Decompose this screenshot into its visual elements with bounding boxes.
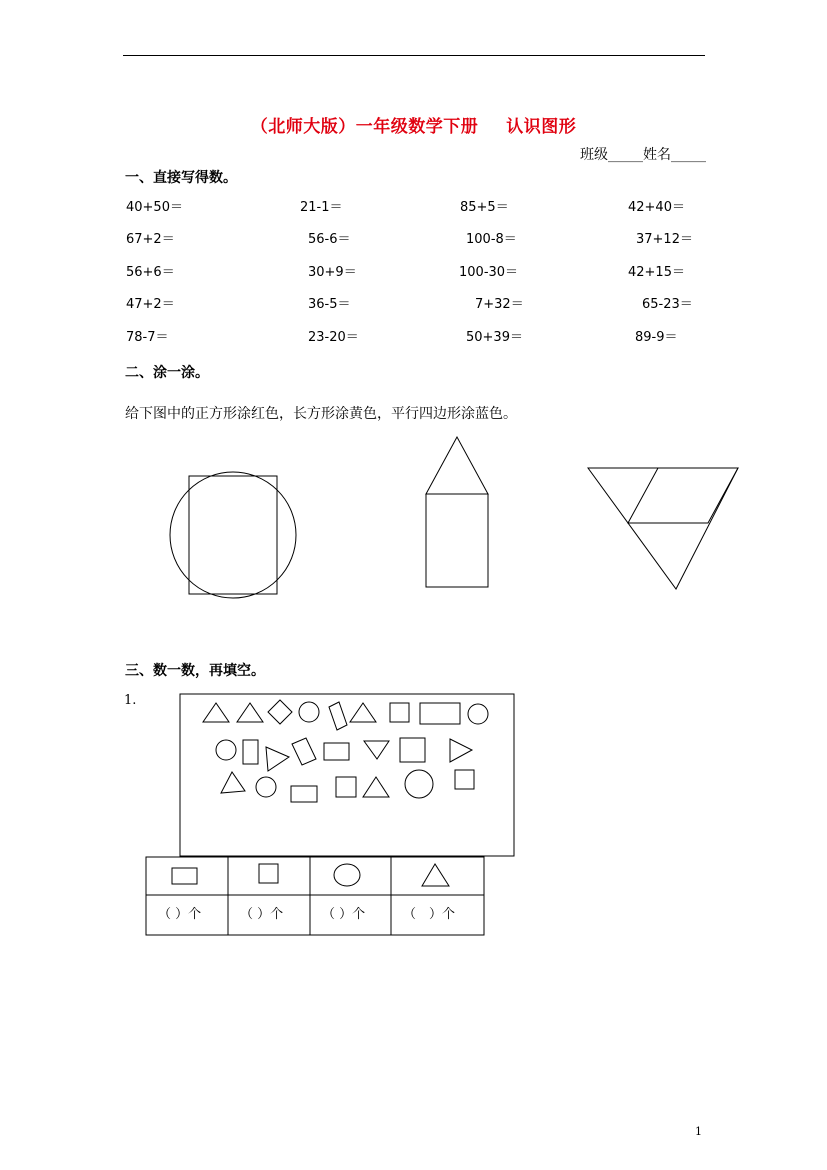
coloring-instruction: 给下图中的正方形涂红色，长方形涂黄色，平行四边形涂蓝色。	[125, 406, 517, 422]
calc-item: 89-9＝	[635, 330, 678, 345]
square-icon	[400, 738, 425, 762]
triangle-icon	[237, 703, 263, 722]
calc-item: 78-7＝	[126, 330, 169, 345]
rectangle-icon	[243, 740, 258, 764]
circle-icon	[299, 702, 319, 722]
rectangle-icon	[291, 786, 317, 802]
calc-item: 30+9＝	[308, 265, 357, 280]
circle-icon	[256, 777, 276, 797]
calc-item: 40+50＝	[126, 200, 183, 215]
square-icon	[336, 777, 356, 797]
title-part1: （北师大版）一年级数学下册	[250, 117, 479, 137]
calc-item: 65-23＝	[642, 297, 693, 312]
calc-item: 36-5＝	[308, 297, 351, 312]
page-number: 1	[695, 1125, 702, 1138]
square-icon	[455, 770, 474, 789]
house-figure	[426, 437, 488, 587]
triangle-icon	[364, 741, 389, 759]
parallelogram-shape	[628, 468, 738, 523]
question-number: 1.	[124, 693, 137, 708]
table-triangle-icon	[422, 864, 449, 886]
circle-icon	[468, 704, 488, 724]
square-icon	[390, 703, 409, 722]
table-square-icon	[259, 864, 278, 883]
answer-cell-circle[interactable]: （ ）个	[322, 907, 366, 922]
calc-item: 7+32＝	[475, 297, 524, 312]
calc-item: 50+39＝	[466, 330, 523, 345]
title-part2: 认识图形	[506, 117, 577, 137]
answer-cell-rectangle[interactable]: （ ）个	[158, 907, 202, 922]
triangle-icon	[450, 739, 472, 762]
triangle-icon	[266, 747, 289, 771]
triangle-icon	[203, 703, 229, 722]
calc-item: 100-8＝	[466, 232, 517, 247]
calc-item: 42+40＝	[628, 200, 685, 215]
triangle-icon	[350, 703, 376, 722]
answer-cell-triangle[interactable]: （ ）个	[403, 907, 456, 922]
section2-heading: 二、涂一涂。	[125, 365, 209, 381]
calc-item: 42+15＝	[628, 265, 685, 280]
answer-table	[146, 857, 484, 935]
triangle-icon	[221, 772, 245, 793]
calc-item: 85+5＝	[460, 200, 509, 215]
calc-item: 67+2＝	[126, 232, 175, 247]
inverted-triangle-figure	[588, 468, 738, 589]
triangle-roof-shape	[426, 437, 488, 494]
calc-item: 100-30＝	[459, 265, 519, 280]
calc-item: 47+2＝	[126, 297, 175, 312]
calc-item: 56+6＝	[126, 265, 175, 280]
inverted-triangle-shape	[588, 468, 738, 589]
calc-item: 23-20＝	[308, 330, 359, 345]
class-name-line: 班级_____姓名_____	[580, 147, 706, 163]
table-circle-icon	[334, 864, 360, 886]
rectangle-shape	[426, 494, 488, 587]
rectangle-icon	[420, 703, 460, 724]
shapes-cluster	[203, 700, 488, 802]
square-icon	[268, 700, 292, 724]
circle-icon	[405, 770, 433, 798]
rectangle-icon	[329, 702, 347, 730]
calc-item: 21-1＝	[300, 200, 343, 215]
triangle-icon	[363, 777, 389, 797]
calc-item: 37+12＝	[636, 232, 693, 247]
section3-heading: 三、数一数，再填空。	[125, 663, 265, 679]
circle-icon	[216, 740, 236, 760]
table-rectangle-icon	[172, 868, 197, 884]
rectangle-icon	[324, 743, 349, 760]
square-shape	[189, 476, 277, 594]
calc-item: 56-6＝	[308, 232, 351, 247]
section1-heading: 一、直接写得数。	[125, 170, 237, 186]
circle-square-figure	[170, 472, 296, 598]
rectangle-icon	[292, 738, 316, 765]
answer-cell-square[interactable]: （ ）个	[240, 907, 284, 922]
